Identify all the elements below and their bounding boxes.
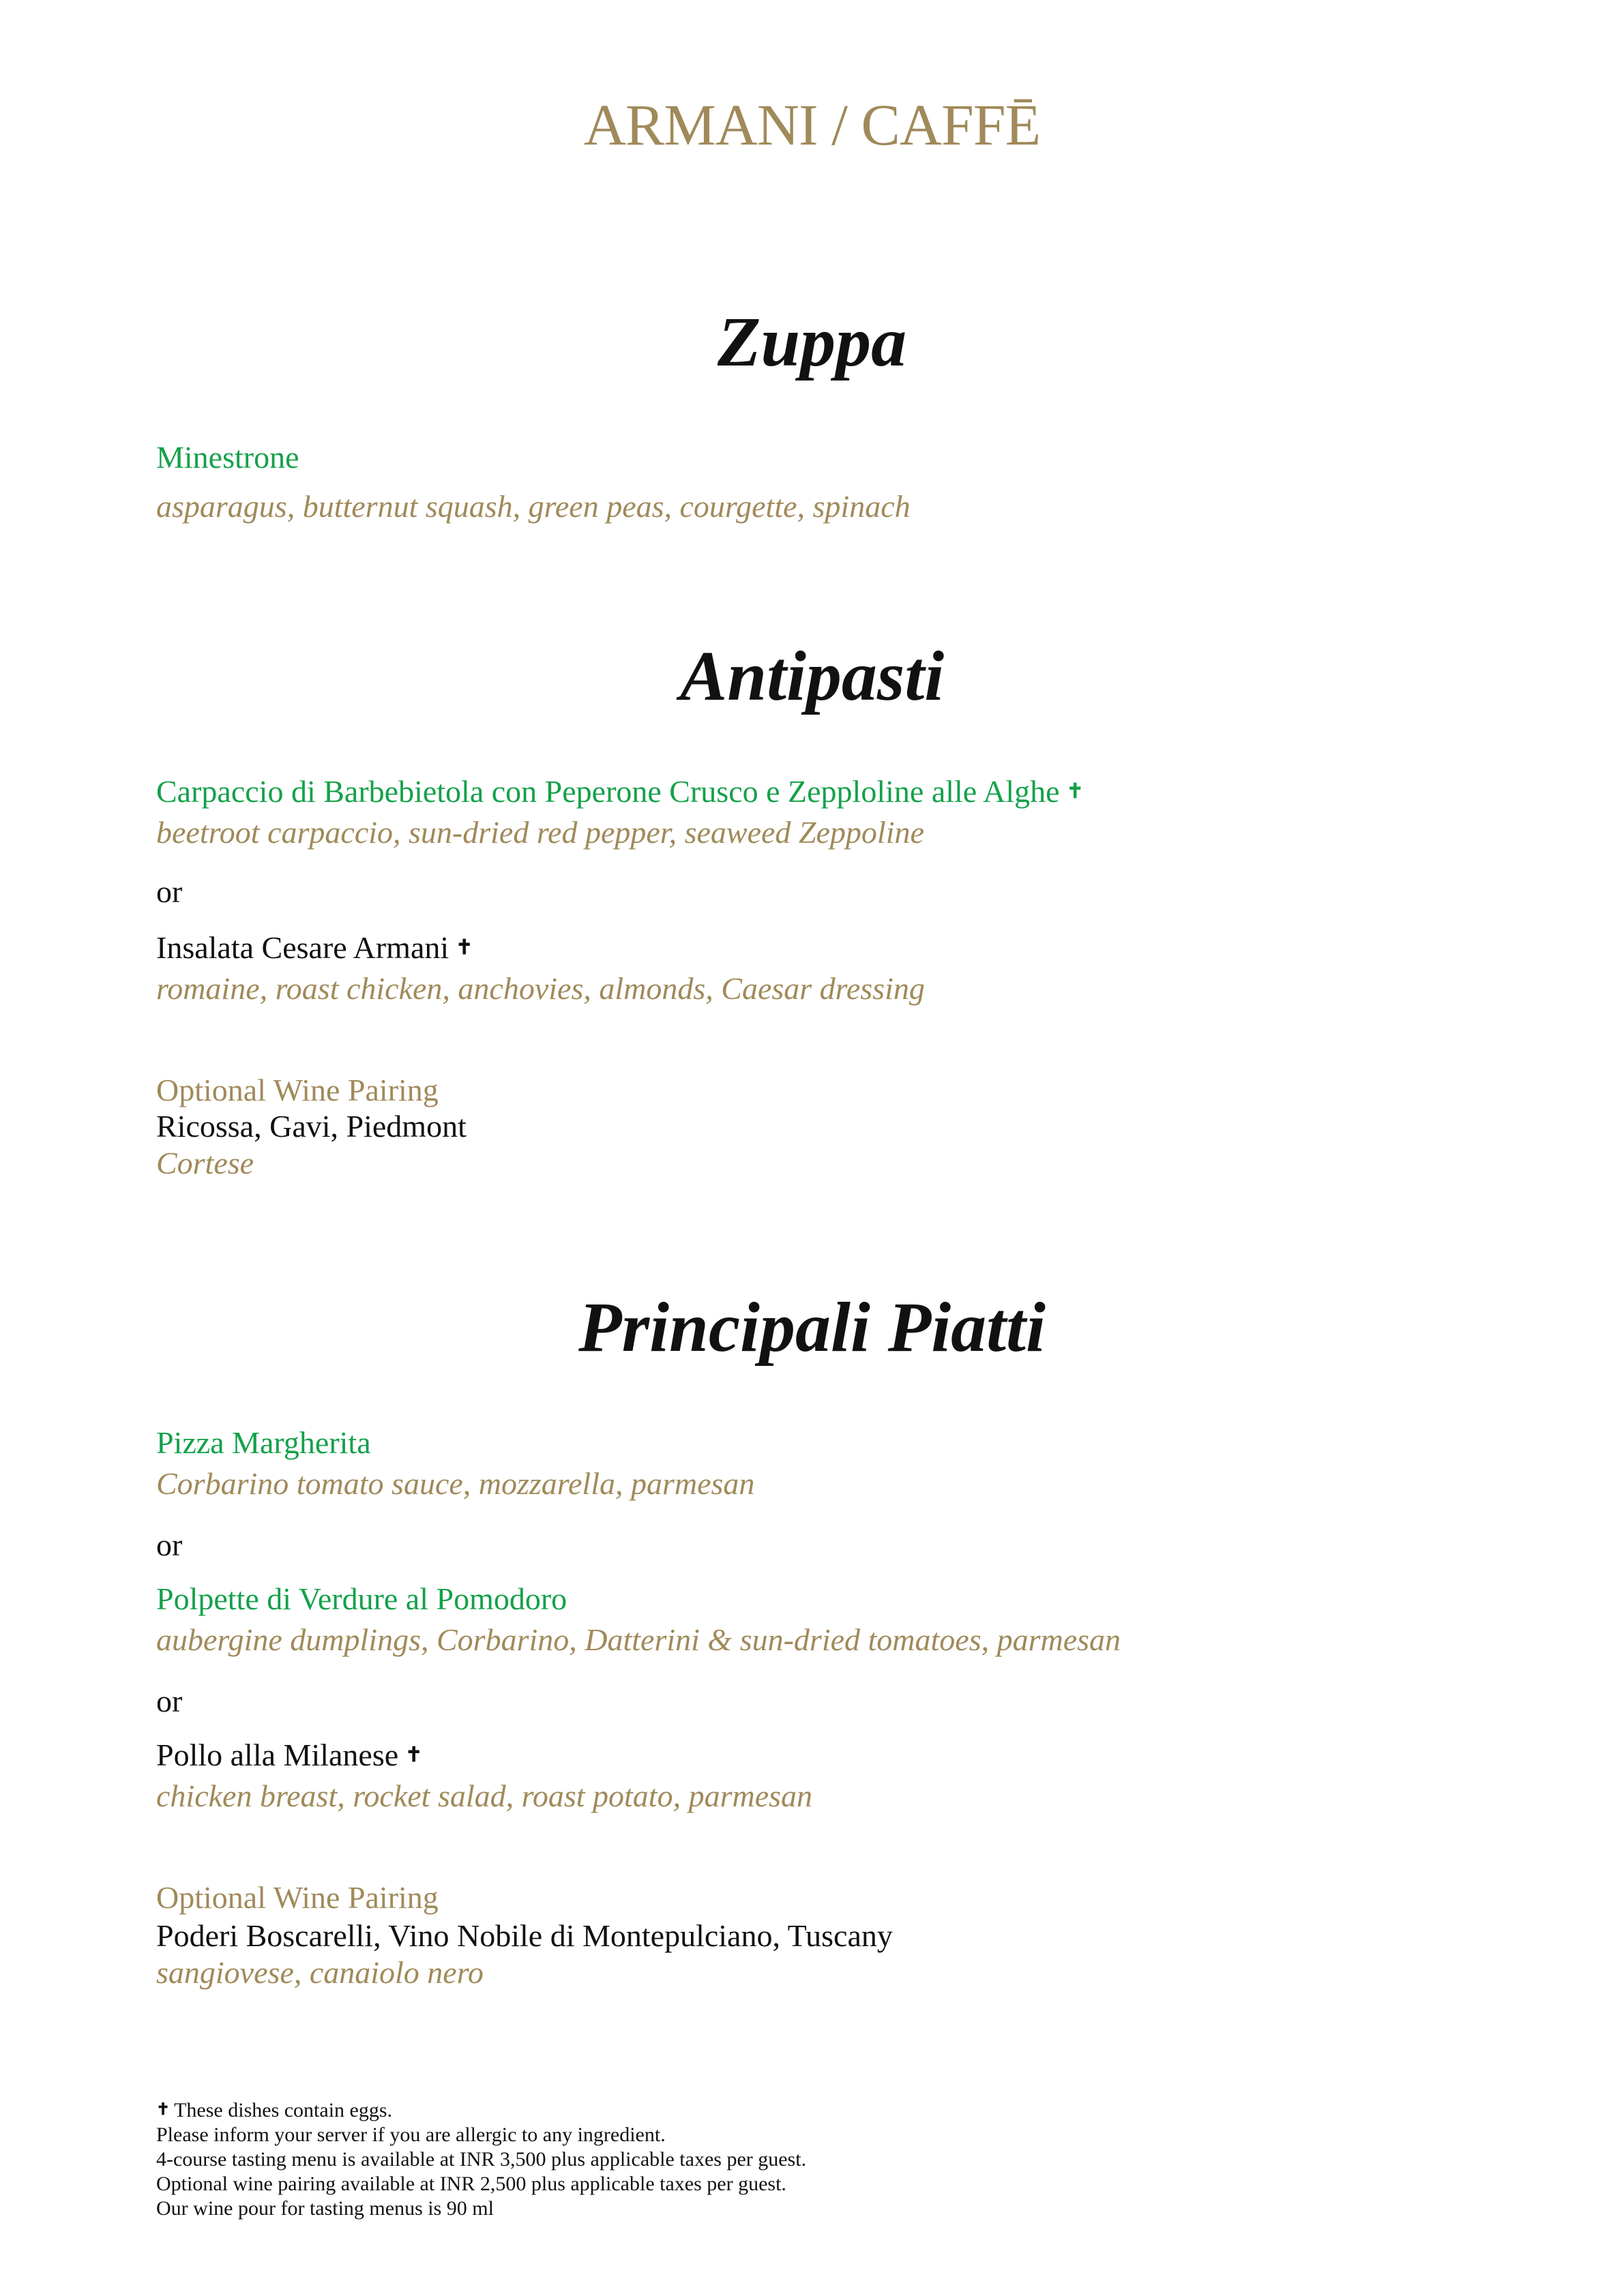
wine-pairing-label: Optional Wine Pairing — [156, 1073, 439, 1107]
dish-cesare — [156, 932, 473, 964]
dish-desc-minestrone: asparagus, butternut squash, green peas, courgette, spinach — [156, 489, 911, 524]
footnote-eggs-text: These dishes contain eggs. — [174, 2099, 393, 2121]
footnote-tasting-price: 4-course tasting menu is available at INR 3,500 plus applicable taxes per guest. — [156, 2148, 807, 2171]
egg-marker-icon: ✝ — [1066, 780, 1084, 803]
dish-desc-pizza: Corbarino tomato sauce, mozzarella, parmesan — [156, 1466, 755, 1501]
wine-pairing-grape: Cortese — [156, 1146, 254, 1180]
footnote-wine-price: Optional wine pairing available at INR 2,500 plus applicable taxes per guest. — [156, 2173, 786, 2195]
dish-desc-polpette: aubergine dumplings, Corbarino, Datterini & sun-dried tomatoes, parmesan — [156, 1622, 1121, 1657]
dish-desc-pollo: chicken breast, rocket salad, roast potato, parmesan — [156, 1778, 813, 1813]
dish-name-cesare: Insalata Cesare Armani — [156, 930, 449, 965]
egg-marker-icon: ✝ — [405, 1744, 423, 1766]
section-title-antipasti: Antipasti — [679, 637, 945, 715]
or-separator: or — [156, 874, 183, 909]
dish-desc-carpaccio: beetroot carpaccio, sun-dried red pepper, seaweed Zeppoline — [156, 815, 924, 850]
dish-name-pizza: Pizza Margherita — [156, 1425, 371, 1460]
footnote-allergy: Please inform your server if you are allergic to any ingredient. — [156, 2123, 666, 2146]
section-title-principali: Principali Piatti — [578, 1288, 1046, 1367]
wine-pairing-label: Optional Wine Pairing — [156, 1880, 439, 1915]
or-separator: or — [156, 1527, 183, 1562]
or-separator: or — [156, 1684, 183, 1718]
brand-logo: ARMANI / CAFFĒ — [583, 92, 1041, 158]
dish-pollo — [156, 1740, 422, 1771]
dish-name-minestrone: Minestrone — [156, 440, 299, 475]
egg-marker-icon: ✝ — [456, 936, 473, 959]
footnote-eggs — [156, 2100, 392, 2121]
dish-name-polpette: Polpette di Verdure al Pomodoro — [156, 1581, 567, 1616]
section-title-zuppa: Zuppa — [717, 303, 907, 381]
wine-pairing-name: Poderi Boscarelli, Vino Nobile di Montepulciano, Tuscany — [156, 1918, 893, 1953]
dish-name-carpaccio: Carpaccio di Barbebietola con Peperone Crusco e Zepploline alle Alghe — [156, 774, 1060, 809]
wine-pairing-grape: sangiovese, canaiolo nero — [156, 1955, 484, 1990]
footnote-wine-pour: Our wine pour for tasting menus is 90 ml — [156, 2197, 494, 2220]
egg-marker-icon: ✝ — [156, 2101, 171, 2119]
dish-name-pollo: Pollo alla Milanese — [156, 1738, 399, 1772]
wine-pairing-name: Ricossa, Gavi, Piedmont — [156, 1109, 467, 1144]
dish-desc-cesare: romaine, roast chicken, anchovies, almonds, Caesar dressing — [156, 971, 925, 1006]
dish-carpaccio — [156, 776, 1084, 807]
